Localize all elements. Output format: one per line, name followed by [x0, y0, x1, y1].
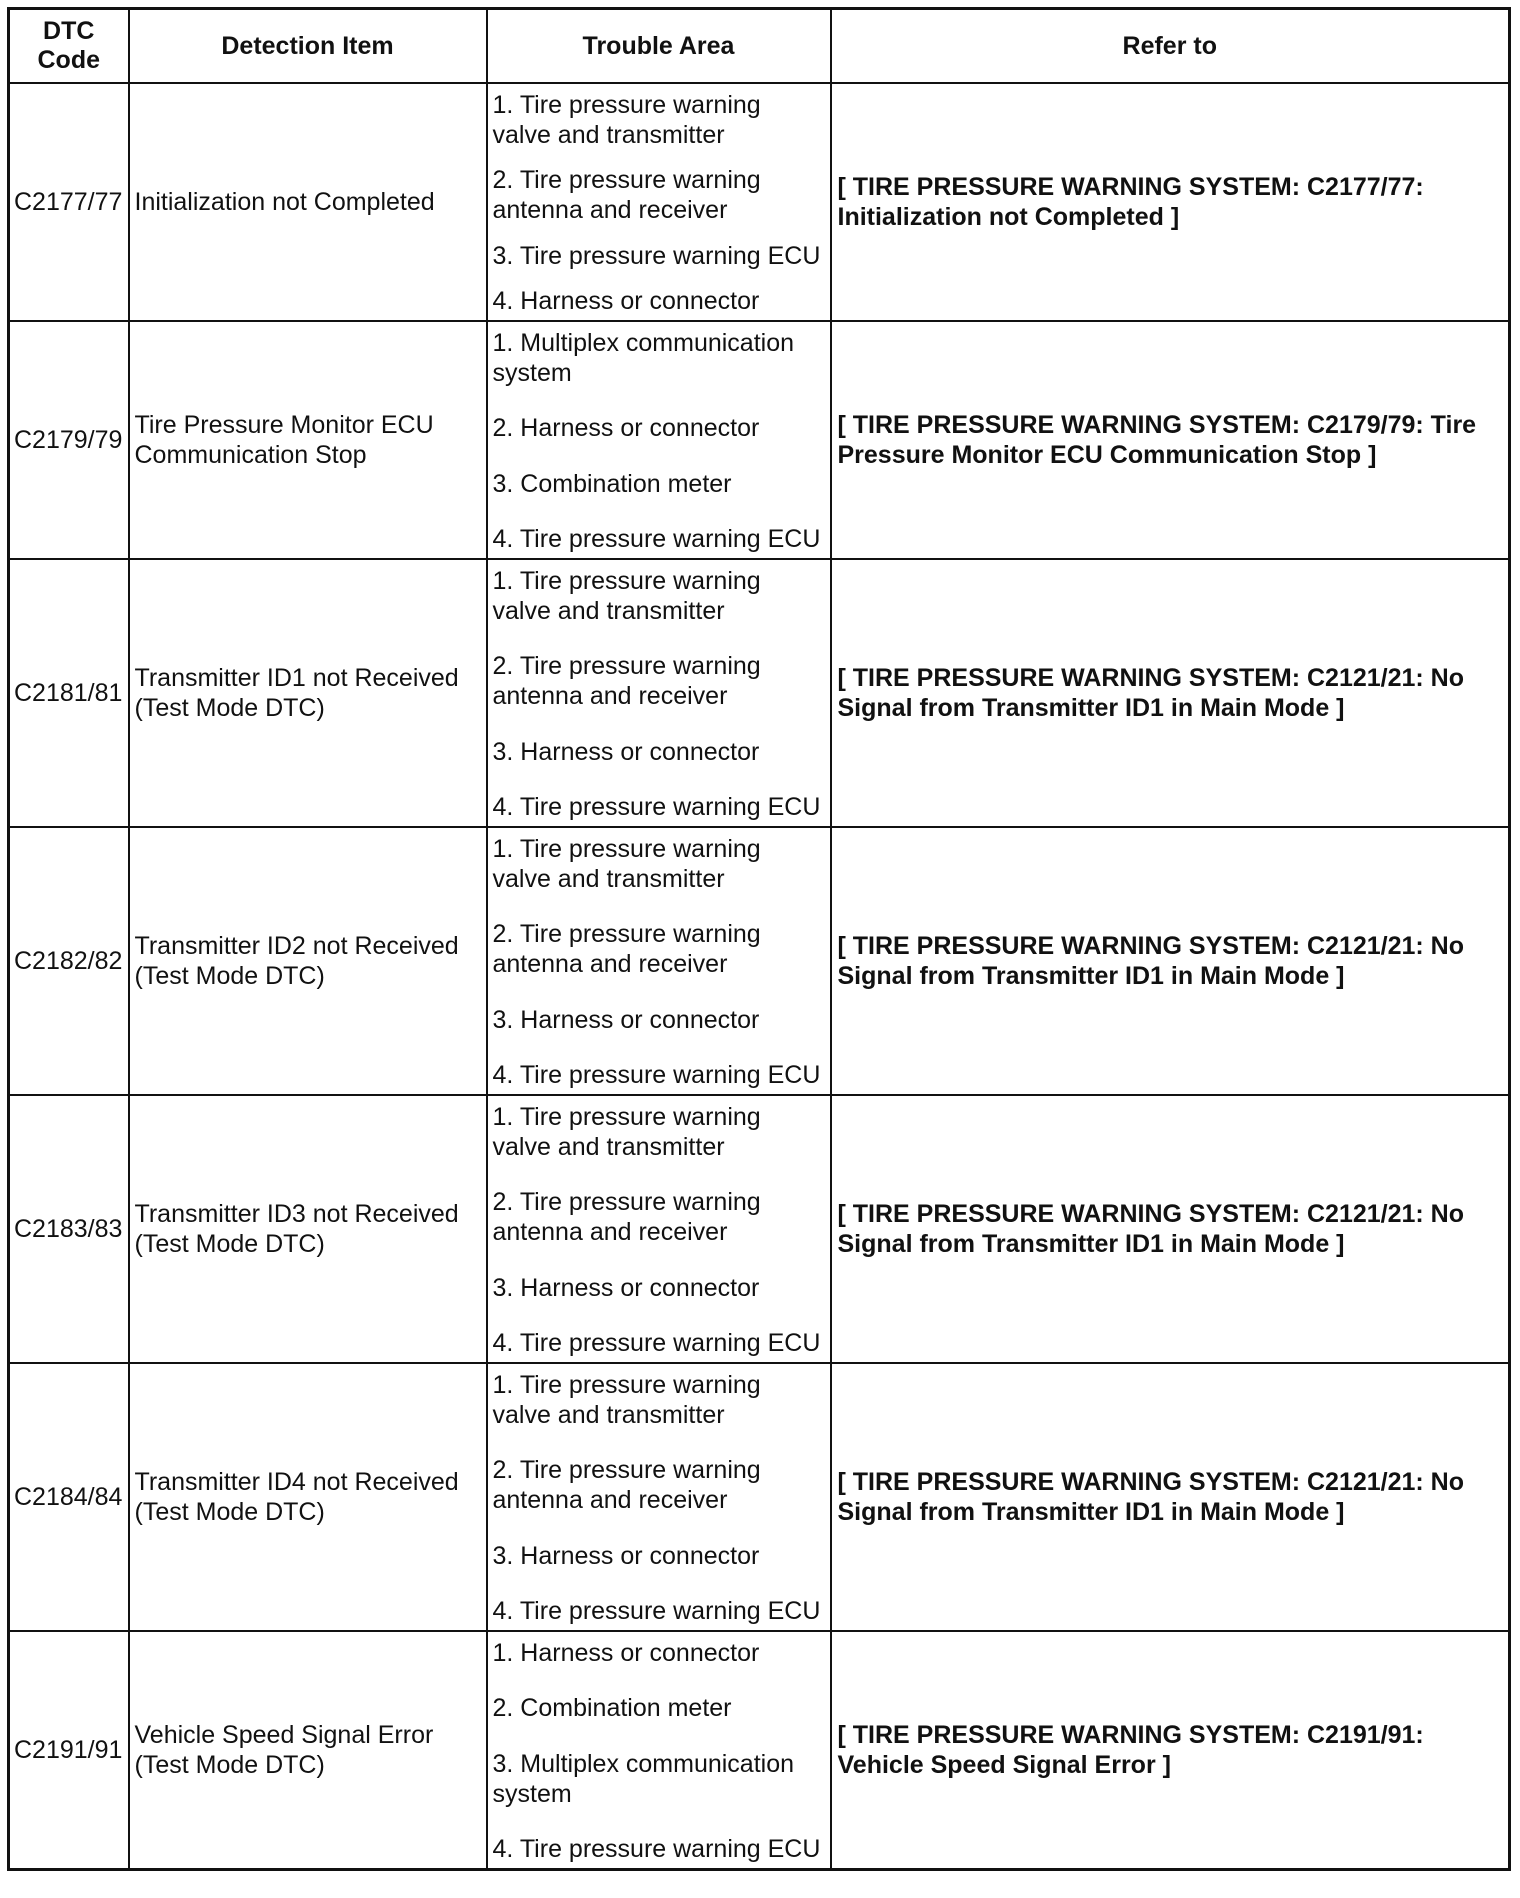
detection-item-cell: Tire Pressure Monitor ECU Communication Stop: [129, 321, 487, 559]
trouble-area-cell: [487, 1631, 831, 1870]
dtc-code-cell: C2181/81: [9, 559, 129, 827]
refer-to-link[interactable]: [ TIRE PRESSURE WARNING SYSTEM: C2177/77: Initialization not Completed ]: [831, 83, 1510, 321]
table-row: [9, 321, 1510, 559]
trouble-area-item: 1. Tire pressure warning valve and transmitter: [492, 835, 761, 893]
header-detection-item: Detection Item: [129, 9, 487, 84]
detection-item-cell: Vehicle Speed Signal Error (Test Mode DTC): [129, 1631, 487, 1870]
table-row: [9, 1363, 1510, 1631]
trouble-area-item: 2. Tire pressure warning antenna and receiver: [492, 1188, 761, 1247]
header-dtc-code-line1: DTC: [43, 17, 95, 45]
trouble-area-list: [488, 322, 830, 558]
trouble-area-item: 2. Combination meter: [492, 1694, 732, 1723]
table-row: [9, 1095, 1510, 1363]
trouble-area-item: 2. Harness or connector: [492, 414, 760, 443]
trouble-area-list: [488, 1364, 830, 1630]
trouble-area-item: 1. Harness or connector: [492, 1639, 760, 1667]
trouble-area-cell: [487, 1095, 831, 1363]
trouble-area-item: 1. Tire pressure warning valve and transmitter: [492, 91, 761, 149]
trouble-area-item: 3. Harness or connector: [492, 737, 760, 766]
detection-item-cell: Initialization not Completed: [129, 83, 487, 321]
header-refer-to: Refer to: [831, 9, 1510, 84]
detection-item-cell: Transmitter ID4 not Received (Test Mode DTC): [129, 1363, 487, 1631]
table-row: [9, 559, 1510, 827]
header-dtc-code: [9, 9, 129, 84]
trouble-area-item: 3. Harness or connector: [492, 1273, 760, 1302]
trouble-area-item: 4. Tire pressure warning ECU: [492, 1060, 821, 1089]
trouble-area-item: 1. Multiplex communication system: [492, 329, 795, 387]
trouble-area-list: [488, 828, 830, 1094]
trouble-area-item: 3. Harness or connector: [492, 1005, 760, 1034]
trouble-area-item: 3. Combination meter: [492, 469, 732, 498]
trouble-area-item: 2. Tire pressure warning antenna and receiver: [492, 920, 761, 979]
refer-to-link[interactable]: [ TIRE PRESSURE WARNING SYSTEM: C2121/21: No Signal from Transmitter ID1 in Main Mode ]: [831, 1363, 1510, 1631]
trouble-area-cell: [487, 321, 831, 559]
trouble-area-list: [488, 1632, 830, 1868]
trouble-area-cell: [487, 1363, 831, 1631]
trouble-area-item: 1. Tire pressure warning valve and transmitter: [492, 1103, 761, 1161]
trouble-area-item: 1. Tire pressure warning valve and transmitter: [492, 1371, 761, 1429]
header-trouble-area: Trouble Area: [487, 9, 831, 84]
dtc-table: [7, 7, 1511, 1871]
trouble-area-item: 4. Harness or connector: [492, 286, 760, 315]
trouble-area-item: 3. Tire pressure warning ECU: [492, 241, 821, 270]
detection-item-cell: Transmitter ID2 not Received (Test Mode DTC): [129, 827, 487, 1095]
trouble-area-cell: [487, 83, 831, 321]
trouble-area-item: 2. Tire pressure warning antenna and receiver: [492, 166, 761, 225]
refer-to-link[interactable]: [ TIRE PRESSURE WARNING SYSTEM: C2121/21: No Signal from Transmitter ID1 in Main Mode ]: [831, 559, 1510, 827]
header-row: [9, 9, 1510, 84]
trouble-area-list: [488, 560, 830, 826]
trouble-area-item: 4. Tire pressure warning ECU: [492, 524, 821, 553]
trouble-area-list: [488, 1096, 830, 1362]
table-row: [9, 1631, 1510, 1870]
trouble-area-item: 4. Tire pressure warning ECU: [492, 1328, 821, 1357]
table-body: [9, 83, 1510, 1870]
dtc-code-cell: C2182/82: [9, 827, 129, 1095]
refer-to-link[interactable]: [ TIRE PRESSURE WARNING SYSTEM: C2179/79: Tire Pressure Monitor ECU Communication Stop ]: [831, 321, 1510, 559]
detection-item-cell: Transmitter ID3 not Received (Test Mode DTC): [129, 1095, 487, 1363]
table-row: [9, 83, 1510, 321]
table-row: [9, 827, 1510, 1095]
refer-to-link[interactable]: [ TIRE PRESSURE WARNING SYSTEM: C2121/21: No Signal from Transmitter ID1 in Main Mode ]: [831, 1095, 1510, 1363]
trouble-area-list: [488, 84, 830, 320]
trouble-area-item: 4. Tire pressure warning ECU: [492, 792, 821, 821]
trouble-area-cell: [487, 559, 831, 827]
dtc-code-cell: C2191/91: [9, 1631, 129, 1870]
dtc-code-cell: C2184/84: [9, 1363, 129, 1631]
refer-to-link[interactable]: [ TIRE PRESSURE WARNING SYSTEM: C2191/91: Vehicle Speed Signal Error ]: [831, 1631, 1510, 1870]
trouble-area-cell: [487, 827, 831, 1095]
header-dtc-code-line2: Code: [37, 46, 100, 74]
dtc-code-cell: C2183/83: [9, 1095, 129, 1363]
refer-to-link[interactable]: [ TIRE PRESSURE WARNING SYSTEM: C2121/21: No Signal from Transmitter ID1 in Main Mode ]: [831, 827, 1510, 1095]
trouble-area-item: 4. Tire pressure warning ECU: [492, 1834, 821, 1863]
dtc-code-cell: C2177/77: [9, 83, 129, 321]
trouble-area-item: 1. Tire pressure warning valve and transmitter: [492, 567, 761, 625]
detection-item-cell: Transmitter ID1 not Received (Test Mode DTC): [129, 559, 487, 827]
trouble-area-item: 2. Tire pressure warning antenna and receiver: [492, 1456, 761, 1515]
trouble-area-item: 3. Harness or connector: [492, 1541, 760, 1570]
trouble-area-item: 2. Tire pressure warning antenna and receiver: [492, 652, 761, 711]
table-header: [9, 9, 1510, 84]
trouble-area-item: 3. Multiplex communication system: [492, 1749, 795, 1808]
trouble-area-item: 4. Tire pressure warning ECU: [492, 1596, 821, 1625]
dtc-code-cell: C2179/79: [9, 321, 129, 559]
